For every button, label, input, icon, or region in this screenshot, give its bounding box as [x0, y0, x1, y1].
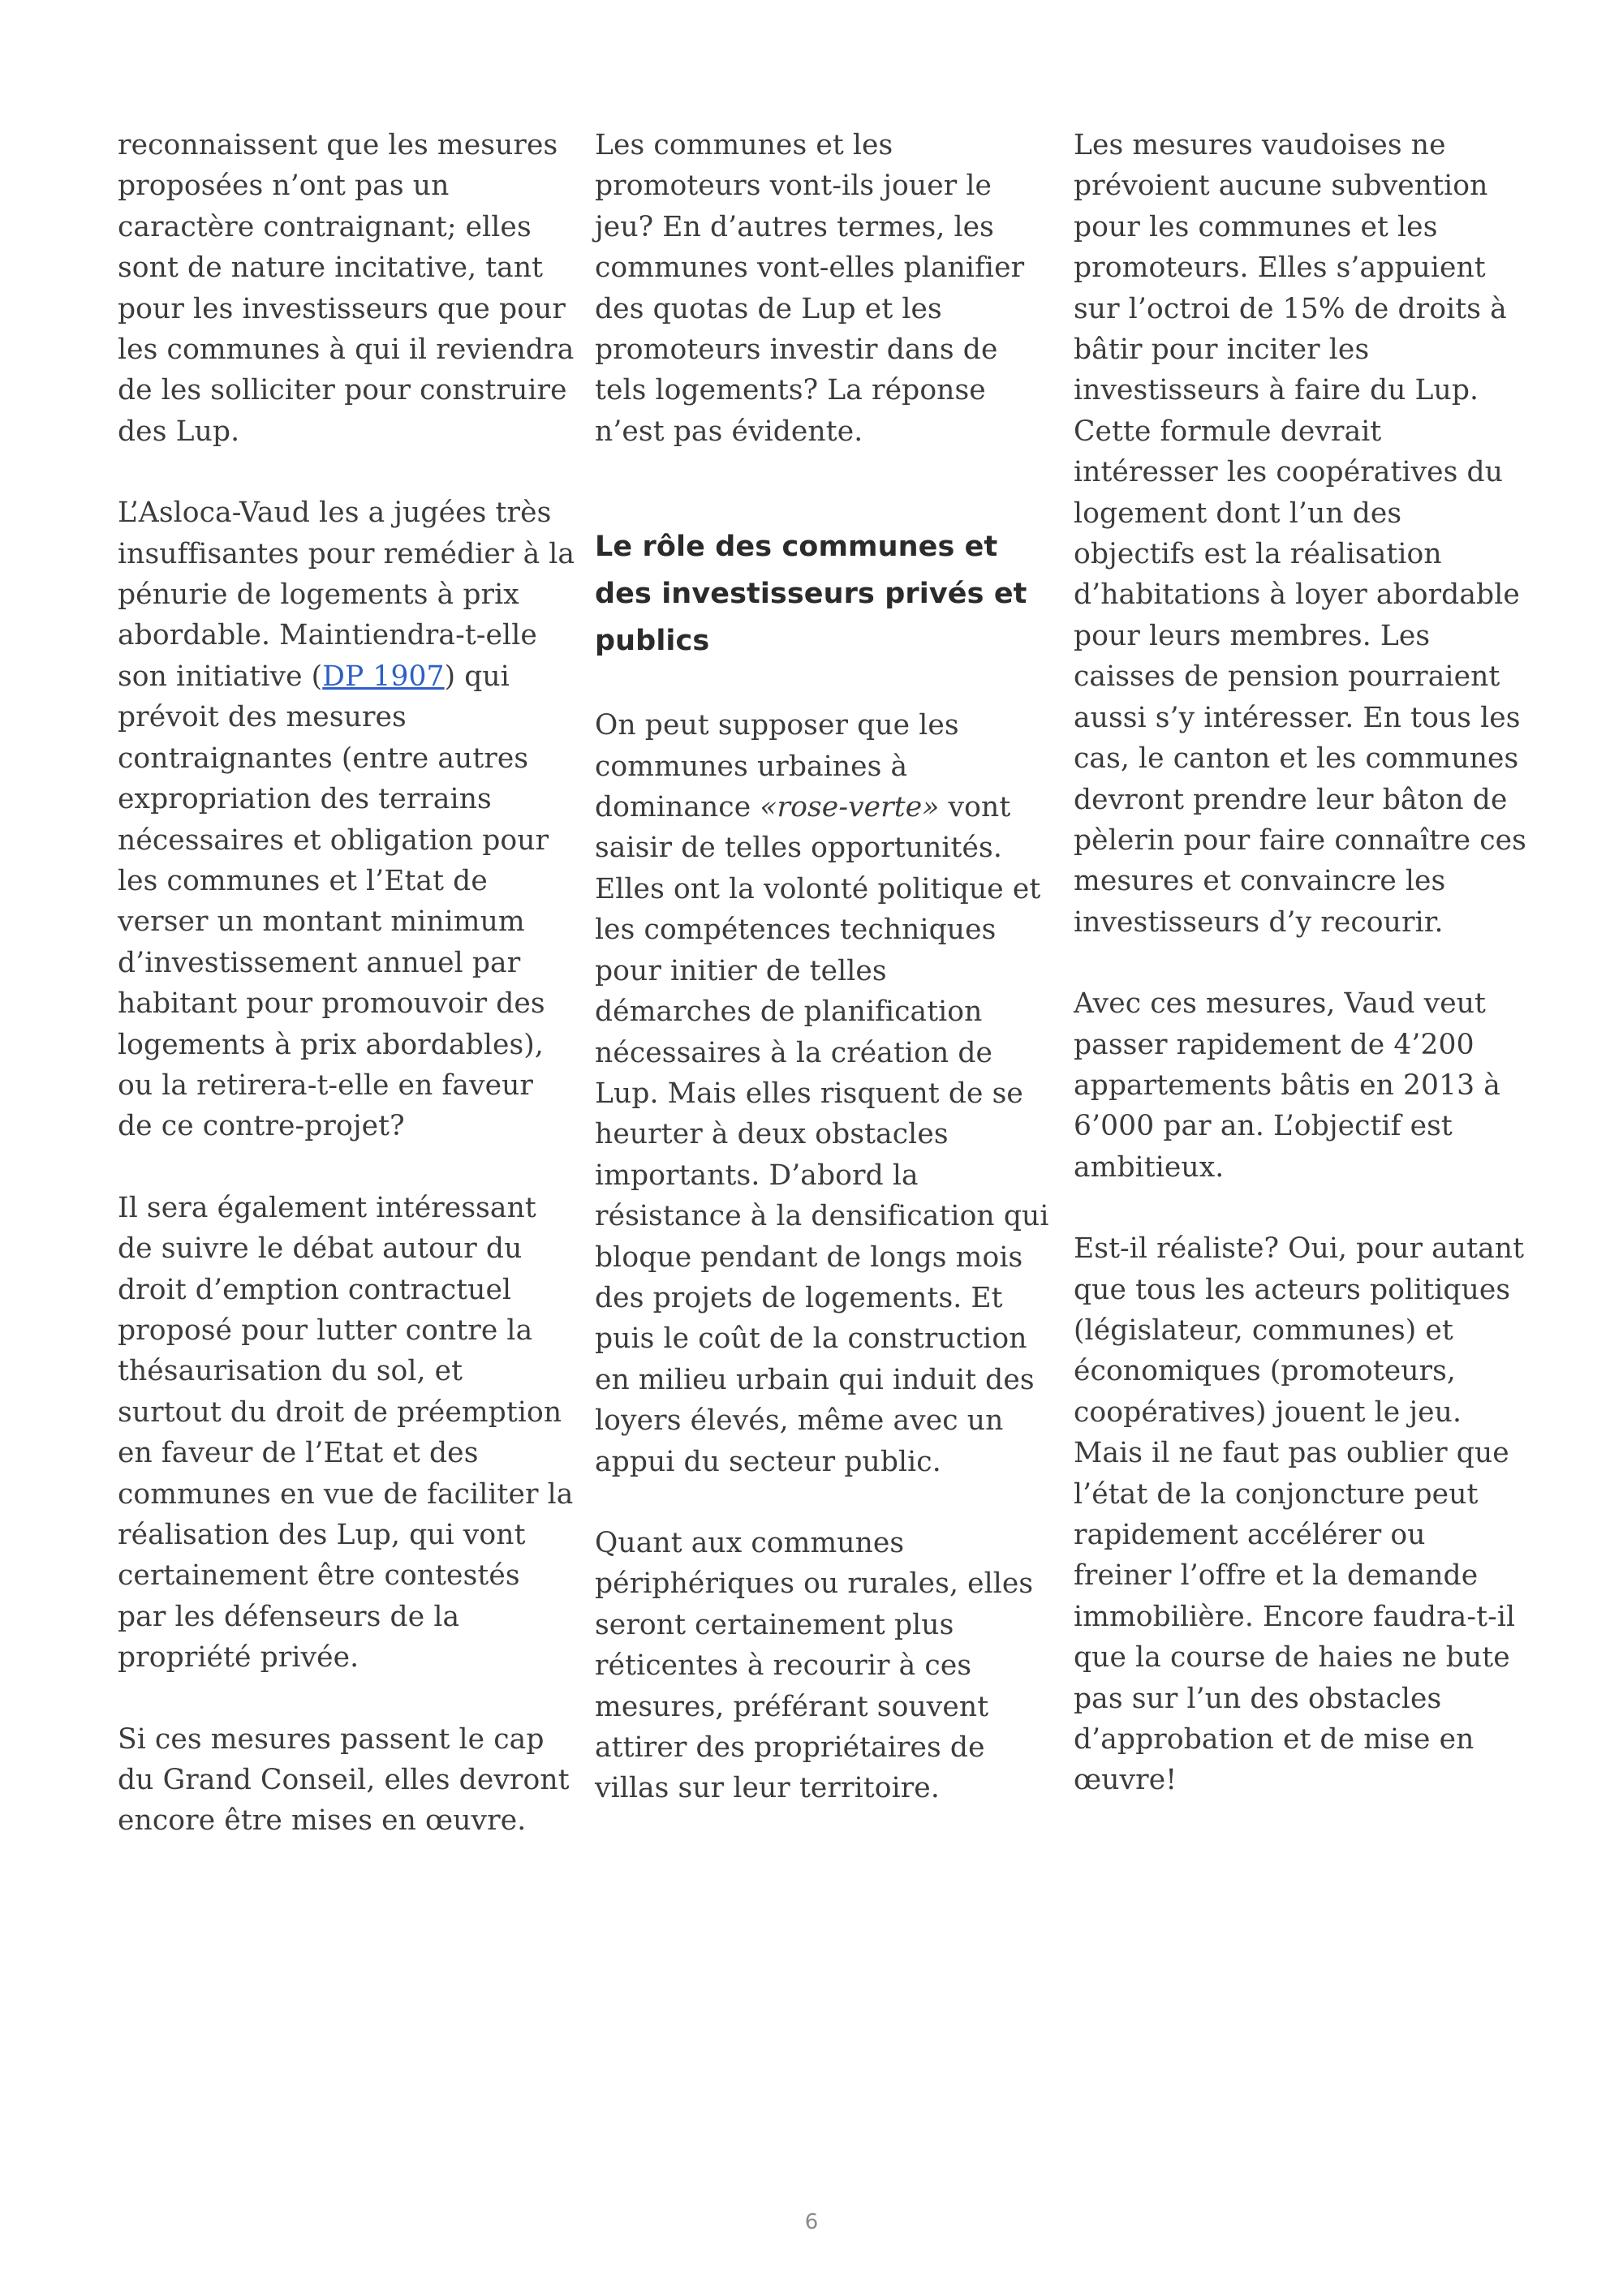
text-line: [595, 787, 1045, 828]
text-line: communes urbaines à: [595, 750, 908, 783]
text-line: n’est pas évidente.: [595, 415, 863, 448]
text-line: prévoient aucune subvention: [1074, 170, 1488, 203]
text-line: appui du secteur public.: [595, 1445, 941, 1478]
text-line: habitant pour promouvoir des: [118, 987, 545, 1021]
text-line: importants. D’abord la: [595, 1159, 919, 1192]
text-line: du Grand Conseil, elles devront: [118, 1764, 570, 1797]
text-line: œuvre!: [1074, 1764, 1177, 1797]
paragraph: [1074, 983, 1524, 1188]
text-line: pas sur l’un des obstacles: [1074, 1682, 1442, 1715]
text-line: de les solliciter pour construire: [118, 374, 567, 407]
text-line: d’habitations à loyer abordable: [1074, 578, 1520, 612]
text-line: immobilière. Encore faudra-t-il: [1074, 1600, 1516, 1633]
text-segment: dominance: [595, 791, 760, 824]
text-line: investisseurs d’y recourir.: [1074, 905, 1444, 939]
text-line: les communes et l’Etat de: [118, 864, 488, 897]
text-line: Cette formule devrait: [1074, 415, 1382, 448]
text-line: caractère contraignant; elles: [118, 210, 532, 243]
text-line: des projets de logements. Et: [595, 1281, 1003, 1314]
text-line: sont de nature incitative, tant: [118, 252, 544, 285]
text-line: (législateur, communes) et: [1074, 1314, 1453, 1347]
text-line: surtout du droit de préemption: [118, 1395, 562, 1429]
text-line: l’état de la conjoncture peut: [1074, 1477, 1479, 1511]
paragraph: [595, 705, 1049, 1482]
italic-text: «rose-verte»: [760, 791, 940, 824]
text-column-3: [1074, 125, 1524, 1842]
text-line: puis le coût de la construction: [595, 1322, 1027, 1356]
text-line: bâtir pour inciter les: [1074, 333, 1370, 367]
text-line: réalisation des Lup, qui vont: [118, 1519, 526, 1551]
text-line: insuffisantes pour remédier à la: [118, 537, 575, 570]
text-line: périphériques ou rurales, elles: [595, 1567, 1034, 1601]
paragraph: [118, 125, 575, 452]
text-line: 6’000 par an. L’objectif est: [1074, 1110, 1453, 1143]
text-line: tels logements? La réponse: [595, 374, 986, 407]
text-line: économiques (promoteurs,: [1074, 1355, 1456, 1388]
text-line: thésaurisation du sol, et: [118, 1355, 463, 1388]
text-line: droit d’emption contractuel: [118, 1273, 512, 1306]
text-line: démarches de planification: [595, 995, 983, 1029]
text-line: Lup. Mais elles risquent de se: [595, 1077, 1023, 1110]
text-line: freiner l’offre et la demande: [1074, 1559, 1479, 1593]
text-line: Si ces mesures passent le cap: [118, 1722, 545, 1756]
text-line: intéresser les coopératives du: [1074, 456, 1504, 489]
text-line: que tous les acteurs politiques: [1074, 1273, 1511, 1306]
paragraph: [1074, 1228, 1524, 1801]
text-line: loyers élevés, même avec un: [595, 1404, 1004, 1438]
text-line: nécessaires à la création de: [595, 1036, 993, 1069]
text-line: bloque pendant de longs mois: [595, 1240, 1023, 1274]
text-line: Quant aux communes: [595, 1526, 905, 1559]
text-line: pour les investisseurs que pour: [118, 292, 566, 325]
paragraph: [595, 125, 1045, 452]
section-heading: [595, 523, 1045, 664]
text-line: de suivre le débat autour du: [118, 1232, 523, 1266]
text-line: communes vont-elles planifier: [595, 252, 1025, 285]
text-line: des investisseurs privés et: [595, 578, 1027, 611]
text-line: passer rapidement de 4’200: [1074, 1028, 1474, 1061]
text-line: aussi s’y intéresser. En tous les: [1074, 701, 1521, 734]
text-line: coopératives) jouent le jeu.: [1074, 1395, 1462, 1429]
text-line: de ce contre-projet?: [118, 1110, 405, 1143]
text-line: expropriation des terrains: [118, 783, 492, 816]
text-line: logement dont l’un des: [1074, 497, 1402, 530]
text-line: proposé pour lutter contre la: [118, 1314, 533, 1347]
text-line: d’approbation et de mise en: [1074, 1723, 1474, 1756]
text-line: abordable. Maintiendra-t-elle: [118, 619, 537, 652]
text-line: heurter à deux obstacles: [595, 1118, 949, 1151]
text-line: saisir de telles opportunités.: [595, 832, 1002, 865]
text-line: encore être mises en œuvre.: [118, 1804, 527, 1838]
text-line: caisses de pension pourraient: [1074, 660, 1500, 694]
text-segment: son initiative (: [118, 660, 323, 693]
text-line: les communes à qui il reviendra: [118, 333, 575, 367]
text-line: ou la retirera-t-elle en faveur: [118, 1068, 534, 1102]
text-line: Avec ces mesures, Vaud veut: [1074, 987, 1487, 1021]
text-line: [118, 656, 568, 697]
text-line: Le rôle des communes et: [595, 531, 998, 564]
text-line: objectifs est la réalisation: [1074, 538, 1442, 571]
text-column-2: [595, 125, 1049, 1850]
text-line: en milieu urbain qui induit des: [595, 1363, 1035, 1396]
text-line: des Lup.: [118, 415, 240, 448]
text-line: promoteurs investir dans de: [595, 333, 998, 367]
text-line: Il sera également intéressant: [118, 1191, 536, 1224]
text-line: On peut supposer que les: [595, 709, 959, 742]
paragraph: [595, 1523, 1045, 1809]
text-line: d’investissement annuel par: [118, 946, 521, 979]
text-line: les compétences techniques: [595, 914, 997, 947]
text-line: contraignantes (entre autres: [118, 742, 529, 775]
text-line: résistance à la densification qui: [595, 1200, 1049, 1233]
text-line: des quotas de Lup et les: [595, 292, 942, 325]
text-line: Elles ont la volonté politique et: [595, 872, 1041, 905]
text-line: attirer des propriétaires de: [595, 1731, 985, 1764]
text-line: villas sur leur territoire.: [595, 1772, 940, 1805]
text-line: prévoit des mesures: [118, 701, 407, 734]
text-line: rapidement accélérer ou: [1074, 1519, 1426, 1551]
text-line: certainement être contestés: [118, 1559, 520, 1593]
text-line: pénurie de logements à prix: [118, 578, 519, 612]
text-line: pour les communes et les: [1074, 210, 1438, 243]
text-column-1: [118, 125, 575, 1882]
paragraph: [1074, 125, 1524, 943]
text-line: mesures et convaincre les: [1074, 865, 1446, 898]
text-line: seront certainement plus: [595, 1608, 954, 1641]
paragraph: [118, 1188, 574, 1679]
paragraph: [118, 492, 575, 1147]
text-line: appartements bâtis en 2013 à: [1074, 1068, 1500, 1102]
text-line: ambitieux.: [1074, 1150, 1225, 1184]
text-line: proposées n’ont pas un: [118, 170, 450, 203]
text-line: sur l’octroi de 15% de droits à: [1074, 292, 1507, 325]
text-line: promoteurs vont-ils jouer le: [595, 170, 992, 203]
dp-1907-link[interactable]: DP 1907: [322, 660, 445, 693]
text-line: pèlerin pour faire connaître ces: [1074, 823, 1526, 857]
paragraph: [118, 1719, 568, 1842]
text-line: Les mesures vaudoises ne: [1074, 129, 1446, 161]
page-number: 6: [804, 2210, 819, 2234]
text-segment: vont: [939, 791, 1011, 824]
text-line: verser un montant minimum: [118, 905, 525, 939]
text-line: nécessaires et obligation pour: [118, 823, 549, 857]
text-line: Est-il réaliste? Oui, pour autant: [1074, 1232, 1525, 1266]
text-line: devront prendre leur bâton de: [1074, 783, 1508, 816]
text-line: Les communes et les: [595, 129, 893, 161]
text-line: Mais il ne faut pas oublier que: [1074, 1437, 1509, 1470]
text-line: mesures, préférant souvent: [595, 1690, 989, 1723]
text-line: propriété privée.: [118, 1641, 359, 1675]
text-line: promoteurs. Elles s’appuient: [1074, 252, 1486, 285]
text-line: investisseurs à faire du Lup.: [1074, 374, 1479, 407]
text-line: reconnaissent que les mesures: [118, 129, 558, 161]
text-line: réticentes à recourir à ces: [595, 1649, 972, 1683]
text-line: publics: [595, 625, 710, 658]
text-line: communes en vue de faciliter la: [118, 1477, 574, 1511]
text-line: pour initier de telles: [595, 954, 887, 987]
text-line: que la course de haies ne bute: [1074, 1641, 1510, 1675]
text-line: jeu? En d’autres termes, les: [595, 210, 994, 243]
text-line: logements à prix abordables),: [118, 1028, 544, 1061]
text-line: par les défenseurs de la: [118, 1600, 460, 1633]
text-line: pour leurs membres. Les: [1074, 619, 1431, 652]
text-line: en faveur de l’Etat et des: [118, 1437, 479, 1470]
text-line: L’Asloca-Vaud les a jugées très: [118, 497, 552, 530]
text-segment: ) qui: [444, 660, 510, 693]
text-line: cas, le canton et les communes: [1074, 742, 1519, 776]
